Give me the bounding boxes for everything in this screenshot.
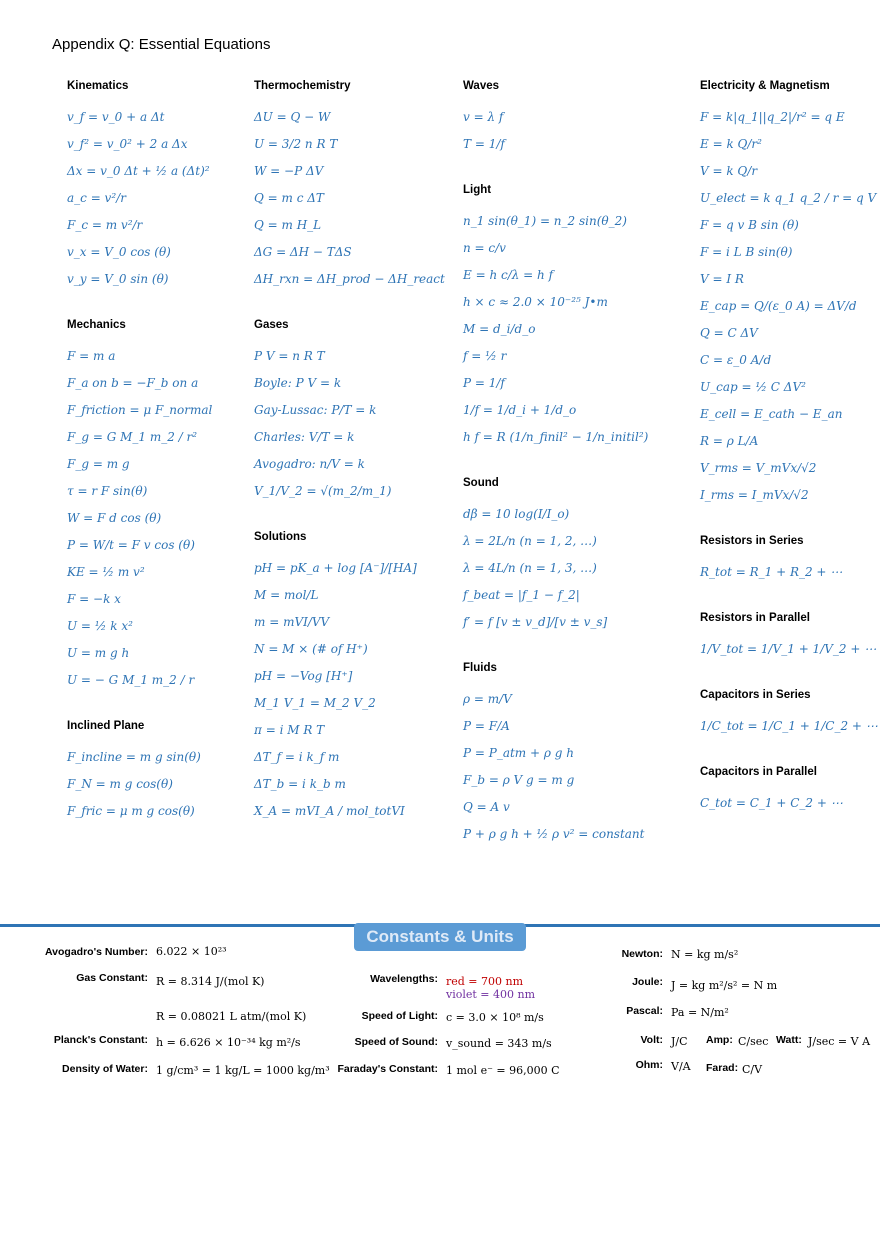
equation: R = ρ L/A (700, 434, 759, 448)
equation: E_cap = Q/(ε_0 A) = ΔV/d (700, 299, 857, 313)
avogadro-value: 6.022 × 10²³ (156, 945, 227, 958)
equation: U = − G M_1 m_2 / r (67, 673, 195, 687)
section-title-thermochemistry: Thermochemistry (254, 80, 351, 92)
wavelength-red: red = 700 nm (446, 975, 524, 988)
farad-value: C/V (742, 1063, 763, 1076)
equation: Q = A v (463, 800, 510, 814)
equation: v_x = V_0 cos (θ) (67, 245, 171, 259)
volt-value: J/C (671, 1035, 688, 1048)
equation: Q = m c ΔT (254, 191, 324, 205)
ohm-label: Ohm: (635, 1059, 663, 1071)
equation: T = 1/f (463, 137, 505, 151)
newton-label: Newton: (621, 948, 663, 960)
equation: F_g = G M_1 m_2 / r² (67, 430, 198, 444)
wavelength-violet: violet = 400 nm (446, 988, 536, 1001)
equation: F = m a (67, 349, 116, 363)
equation: U = ½ k x² (67, 619, 133, 633)
section-title-fluids: Fluids (463, 662, 497, 674)
equation: dβ = 10 log(I/I_o) (463, 507, 570, 521)
equation: F = q v B sin (θ) (700, 218, 799, 232)
equation: C = ε_0 A/d (700, 353, 772, 367)
faraday-label: Faraday's Constant: (337, 1063, 438, 1075)
equation: P = 1/f (463, 376, 505, 390)
equation: 1/C_tot = 1/C_1 + 1/C_2 + ⋯ (700, 719, 878, 733)
ohm-value: V/A (671, 1060, 691, 1073)
planck-value: h = 6.626 × 10⁻³⁴ kg m²/s (156, 1036, 301, 1049)
speed-of-sound-label: Speed of Sound: (354, 1036, 438, 1048)
equation: h × c ≈ 2.0 × 10⁻²⁵ J•m (463, 295, 608, 309)
equation: V_rms = V_mVx/√2 (700, 461, 817, 475)
equation: E = k Q/r² (700, 137, 762, 151)
section-title-kinematics: Kinematics (67, 80, 129, 92)
volt-label: Volt: (640, 1034, 663, 1046)
water-density-value: 1 g/cm³ = 1 kg/L = 1000 kg/m³ (156, 1064, 330, 1077)
equation: V_1/V_2 = √(m_2/m_1) (254, 484, 392, 498)
equation: F_friction = μ F_normal (67, 403, 213, 417)
section-title-resistors-in-series: Resistors in Series (700, 535, 804, 547)
equation: m = mVI/VV (254, 615, 330, 629)
column-1 (67, 80, 267, 825)
column-4 (700, 80, 878, 817)
equation: U = 3/2 n R T (254, 137, 338, 151)
equation: π = i M R T (254, 723, 325, 737)
equation: λ = 4L/n (n = 1, 3, …) (463, 561, 597, 575)
equation: ΔT_b = i k_b m (254, 777, 346, 791)
equation: ΔH_rxn = ΔH_prod − ΔH_react (254, 272, 445, 286)
section-title-solutions: Solutions (254, 531, 307, 543)
page-title: Appendix Q: Essential Equations (52, 36, 271, 53)
watt-label: Watt: (776, 1034, 802, 1046)
column-3 (463, 80, 663, 848)
equation: pH = pK_a + log [A⁻]/[HA] (254, 561, 417, 575)
watt-value: J/sec = V A (808, 1035, 871, 1048)
water-density-label: Density of Water: (62, 1063, 148, 1075)
speed-of-light-value: c = 3.0 × 10⁸ m/s (446, 1011, 544, 1024)
wavelengths-label: Wavelengths: (370, 973, 438, 985)
equation: U_elect = k q_1 q_2 / r = q V (700, 191, 877, 205)
gas-constant-label: Gas Constant: (76, 972, 148, 984)
equation: Δx = v_0 Δt + ½ a (Δt)² (67, 164, 210, 178)
equation: U = m g h (67, 646, 130, 660)
equation: v_f = v_0 + a Δt (67, 110, 165, 124)
section-title-gases: Gases (254, 319, 289, 331)
equation: v_y = V_0 sin (θ) (67, 272, 169, 286)
equation: Charles: V/T = k (254, 430, 355, 444)
joule-value: J = kg m²/s² = N m (671, 979, 778, 992)
newton-value: N = kg m/s² (671, 948, 739, 961)
equation: M_1 V_1 = M_2 V_2 (254, 696, 376, 710)
equation: F_b = ρ V g = m g (463, 773, 575, 787)
gas-constant-value-1: R = 8.314 J/(mol K) (156, 975, 265, 988)
speed-of-sound-value: v_sound = 343 m/s (446, 1037, 552, 1050)
joule-label: Joule: (632, 976, 663, 988)
section-title-sound: Sound (463, 477, 499, 489)
section-title-waves: Waves (463, 80, 500, 92)
gas-constant-value-2: R = 0.08021 L atm/(mol K) (156, 1010, 307, 1023)
equation: n_1 sin(θ_1) = n_2 sin(θ_2) (463, 214, 627, 228)
equation: h f = R (1/n_finil² − 1/n_initil²) (463, 430, 649, 444)
equation: E_cell = E_cath − E_an (700, 407, 843, 421)
planck-label: Planck's Constant: (53, 1034, 148, 1046)
equation: τ = r F sin(θ) (67, 484, 148, 498)
equation: pH = −Vog [H⁺] (254, 669, 353, 683)
equation: P = F/A (463, 719, 510, 733)
equation: M = mol/L (254, 588, 319, 602)
faraday-value: 1 mol e⁻ = 96,000 C (446, 1064, 560, 1077)
equation: I_rms = I_mVx/√2 (700, 488, 809, 502)
equation: V = I R (700, 272, 744, 286)
equation: 1/V_tot = 1/V_1 + 1/V_2 + ⋯ (700, 642, 877, 656)
equation: 1/f = 1/d_i + 1/d_o (463, 403, 577, 417)
equation: v = λ f (463, 110, 504, 124)
equation: F_fric = μ m g cos(θ) (67, 804, 195, 818)
equation: v_f² = v_0² + 2 a Δx (67, 137, 188, 151)
pascal-value: Pa = N/m² (671, 1006, 729, 1019)
equation: a_c = v²/r (67, 191, 126, 205)
equation: C_tot = C_1 + C_2 + ⋯ (700, 796, 843, 810)
equation: ΔG = ΔH − TΔS (254, 245, 352, 259)
equation: Boyle: P V = k (254, 376, 342, 390)
equation: ΔT_f = i k_f m (254, 750, 340, 764)
section-title-capacitors-in-series: Capacitors in Series (700, 689, 811, 701)
pascal-label: Pascal: (626, 1005, 663, 1017)
amp-label: Amp: (706, 1034, 733, 1046)
avogadro-label: Avogadro's Number: (44, 946, 148, 958)
equation: P = P_atm + ρ g h (463, 746, 574, 760)
equation: P = W/t = F v cos (θ) (67, 538, 195, 552)
equation: Gay-Lussac: P/T = k (254, 403, 377, 417)
constants-banner: Constants & Units (354, 923, 526, 951)
equation: E = h c/λ = h f (463, 268, 554, 282)
equation: f_beat = |f_1 − f_2| (463, 588, 580, 602)
equation: Avogadro: n/V = k (254, 457, 365, 471)
equation: W = F d cos (θ) (67, 511, 162, 525)
equation: F_N = m g cos(θ) (67, 777, 173, 791)
equation: F = i L B sin(θ) (700, 245, 793, 259)
column-2 (254, 80, 454, 825)
equation: ρ = m/V (463, 692, 512, 706)
equation: P V = n R T (254, 349, 325, 363)
equation: U_cap = ½ C ΔV² (700, 380, 806, 394)
equation: F = −k x (67, 592, 121, 606)
equation: f′ = f [v ± v_d]/[v ± v_s] (463, 615, 608, 629)
equation: F_g = m g (67, 457, 130, 471)
equation: Q = m H_L (254, 218, 322, 232)
equation: ΔU = Q − W (254, 110, 331, 124)
amp-value: C/sec (738, 1035, 769, 1048)
equation: W = −P ΔV (254, 164, 324, 178)
farad-label: Farad: (706, 1062, 739, 1074)
section-title-inclined-plane: Inclined Plane (67, 720, 145, 732)
section-title-resistors-in-parallel: Resistors in Parallel (700, 612, 810, 624)
equation: f = ½ r (463, 349, 507, 363)
equation: KE = ½ m v² (67, 565, 145, 579)
equation: λ = 2L/n (n = 1, 2, …) (463, 534, 597, 548)
section-title-capacitors-in-parallel: Capacitors in Parallel (700, 766, 817, 778)
equation: F_c = m v²/r (67, 218, 143, 232)
section-title-mechanics: Mechanics (67, 319, 126, 331)
speed-of-light-label: Speed of Light: (361, 1010, 438, 1022)
equation: N = M × (# of H⁺) (254, 642, 368, 656)
equation: R_tot = R_1 + R_2 + ⋯ (700, 565, 843, 579)
equation: M = d_i/d_o (463, 322, 536, 336)
equation: n = c/v (463, 241, 506, 255)
equation: X_A = mVI_A / mol_totVI (254, 804, 405, 818)
equation: F = k|q_1||q_2|/r² = q E (700, 110, 845, 124)
section-title-light: Light (463, 184, 492, 196)
equation: P + ρ g h + ½ ρ v² = constant (463, 827, 645, 841)
equation: V = k Q/r (700, 164, 758, 178)
section-title-electricity-magnetism: Electricity & Magnetism (700, 80, 830, 92)
equation: F_incline = m g sin(θ) (67, 750, 201, 764)
equation: Q = C ΔV (700, 326, 758, 340)
equation: F_a on b = −F_b on a (67, 376, 199, 390)
